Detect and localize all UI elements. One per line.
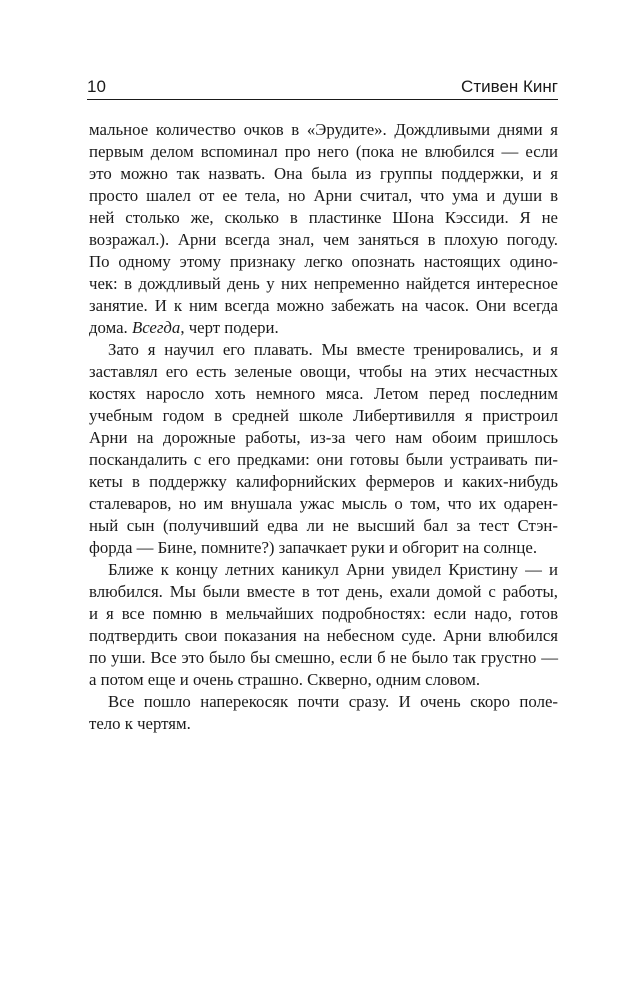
text-segment: По одному этому признаку легко опознать настоящих одино- — [89, 252, 558, 271]
text-line — [89, 427, 558, 449]
text-segment: тело к чертям. — [89, 714, 191, 733]
text-line — [89, 383, 558, 405]
text-segment: учебным годом в средней школе Либертивилля я пристроил — [89, 406, 558, 425]
text-line — [89, 515, 558, 537]
text-segment: мальное количество очков в «Эрудите». Дождливыми днями я — [89, 120, 558, 139]
text-line — [89, 581, 558, 603]
text-segment: влюбился. Мы были вместе в тот день, ехали домой с работы, — [89, 582, 558, 601]
text-segment: и я все помню в мельчайших подробностях: если надо, готов — [89, 604, 558, 623]
text-line — [89, 713, 558, 735]
text-segment: сталеваров, но им внушала ужас мысль о том, что их одарен- — [89, 494, 558, 513]
text-segment: подтвердить свои показания на небесном суде. Арни влюбился — [89, 626, 558, 645]
page-number: 10 — [87, 77, 106, 96]
text-line — [89, 669, 558, 691]
text-line — [89, 163, 558, 185]
text-segment: Ближе к концу летних каникул Арни увидел Кристину — и — [108, 560, 558, 579]
text-segment: это можно так назвать. Она была из группы поддержки, и я — [89, 164, 558, 183]
text-segment: кеты в поддержку калифорнийских фермеров и каких-нибудь — [89, 472, 558, 491]
text-segment: ней столько же, сколько в пластинке Шона Кэссиди. Я не — [89, 208, 558, 227]
text-line — [89, 493, 558, 515]
text-segment: просто шалел от ее тела, но Арни считал, что ума и души в — [89, 186, 558, 205]
text-line — [89, 559, 558, 581]
text-line — [89, 251, 558, 273]
text-line — [89, 273, 558, 295]
text-line — [89, 229, 558, 251]
running-header — [87, 76, 558, 98]
header-rule — [87, 99, 558, 100]
paragraph — [89, 339, 558, 559]
text-line — [89, 603, 558, 625]
text-line — [89, 207, 558, 229]
text-line — [89, 691, 558, 713]
text-segment: возражал.). Арни всегда знал, чем заняться в плохую погоду. — [89, 230, 558, 249]
text-segment: дома. — [89, 318, 132, 337]
text-line — [89, 405, 558, 427]
text-line — [89, 449, 558, 471]
text-line — [89, 537, 558, 559]
text-line — [89, 361, 558, 383]
book-author: Стивен Кинг — [461, 77, 558, 96]
text-segment: первым делом вспоминал про него (пока не влюбился — если — [89, 142, 558, 161]
text-line — [89, 471, 558, 493]
text-segment: , черт подери. — [180, 318, 279, 337]
text-segment: по уши. Все это было бы смешно, если б не было так грустно — — [89, 648, 558, 667]
text-segment: а потом еще и очень страшно. Скверно, одним словом. — [89, 670, 481, 689]
text-segment: Все пошло наперекосяк почти сразу. И очень скоро поле- — [108, 692, 558, 711]
paragraph — [89, 119, 558, 339]
italic-text: Всегда — [131, 318, 181, 337]
text-line — [89, 625, 558, 647]
text-line — [89, 141, 558, 163]
text-segment: ный сын (получивший едва ли не высший бал за тест Стэн- — [89, 516, 558, 535]
text-line — [89, 647, 558, 669]
text-line — [89, 339, 558, 361]
text-line — [89, 295, 558, 317]
text-segment: костях наросло хоть немного мяса. Летом перед последним — [89, 384, 558, 403]
body-text — [89, 119, 558, 735]
paragraph — [89, 691, 558, 735]
paragraph — [89, 559, 558, 691]
text-segment: Арни на дорожные работы, из-за чего нам обоим пришлось — [89, 428, 558, 447]
text-segment: форда — Бине, помните?) запачкает руки и обгорит на солнце. — [89, 538, 538, 557]
text-segment: чек: в дождливый день у них непременно найдется интересное — [89, 274, 558, 293]
text-segment: занятие. И к ним всегда можно забежать на часок. Они всегда — [89, 296, 558, 315]
text-line — [89, 119, 558, 141]
text-line — [89, 317, 558, 339]
text-segment: Зато я научил его плавать. Мы вместе тренировались, и я — [108, 340, 558, 359]
text-line — [89, 185, 558, 207]
text-segment: поскандалить с его предками: они готовы были устраивать пи- — [89, 450, 558, 469]
text-segment: заставлял его есть зеленые овощи, чтобы на этих несчастных — [89, 362, 558, 381]
